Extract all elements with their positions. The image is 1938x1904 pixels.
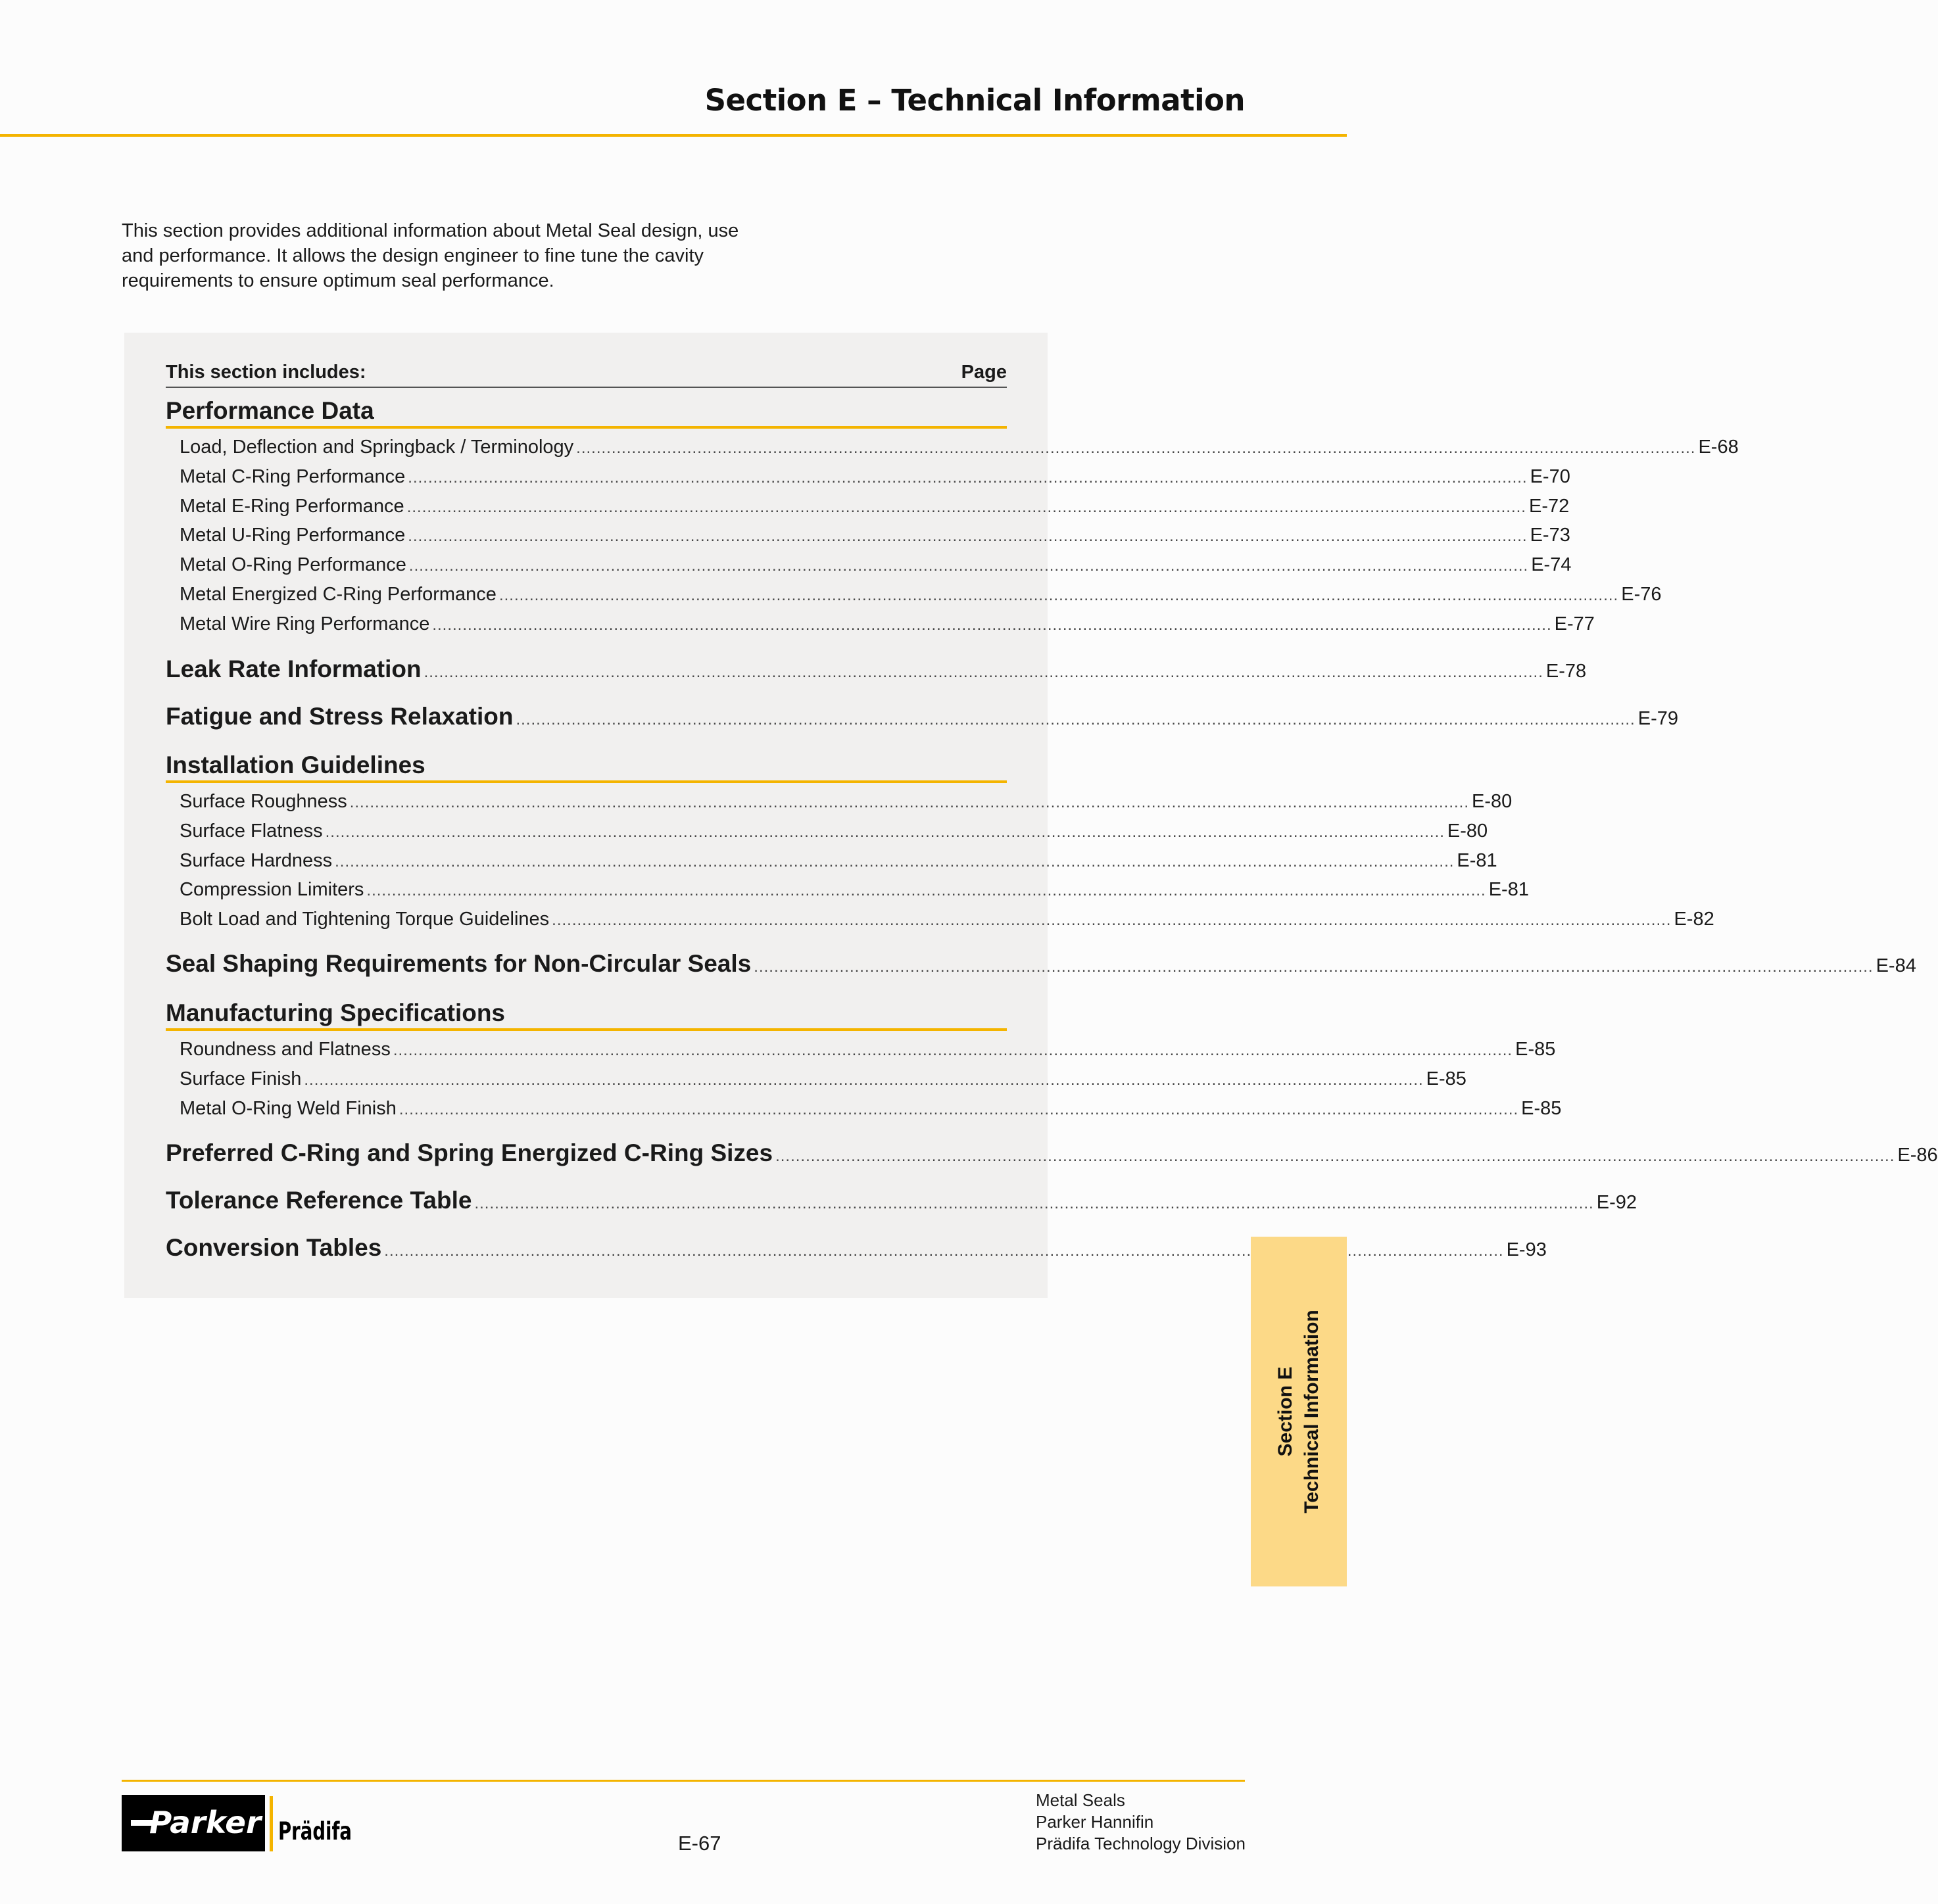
toc-entry[interactable]: Metal E-Ring Performance ..... E-72	[166, 492, 1007, 521]
footer-info	[1036, 1790, 1246, 1855]
section-installation	[166, 750, 1714, 934]
footer-divider	[122, 1780, 1245, 1782]
section-fatigue	[166, 700, 1678, 733]
toc-entry[interactable]: Surface Flatness ..... E-80	[166, 817, 1007, 846]
toc-box	[124, 333, 1938, 1298]
toc-heading-label: This section includes:	[166, 362, 366, 383]
section-title: Performance Data	[166, 396, 1007, 429]
toc-entry[interactable]: Metal O-Ring Weld Finish ..... E-85	[166, 1094, 1007, 1124]
toc-entry[interactable]: Metal Energized C-Ring Performance ..... E-76	[166, 580, 1007, 609]
toc-entry[interactable]: Surface Hardness ..... E-81	[166, 846, 1007, 876]
toc-header	[166, 356, 1007, 388]
toc-heading-page: Page	[961, 362, 1007, 383]
section-title: Manufacturing Specifications	[166, 998, 1007, 1031]
svg-text:Parker: Parker	[149, 1805, 264, 1840]
section-leak	[166, 653, 1587, 686]
page-title: Section E – Technical Information	[704, 83, 1245, 118]
toc-entry-preferred[interactable]: Preferred C-Ring and Spring Energized C-Ring Sizes ..... E-86	[166, 1137, 1007, 1170]
toc-entry[interactable]: Compression Limiters ..... E-81	[166, 875, 1007, 905]
toc-entry-fatigue[interactable]: Fatigue and Stress Relaxation ..... E-79	[166, 700, 1007, 733]
toc-entry[interactable]: Load, Deflection and Springback / Terminology ..... E-68	[166, 433, 1007, 462]
toc-entry[interactable]: Roundness and Flatness ..... E-85	[166, 1035, 1007, 1064]
section-performance	[166, 396, 1739, 639]
toc-entry-tolerance[interactable]: Tolerance Reference Table ..... E-92	[166, 1184, 1007, 1217]
section-tolerance	[166, 1184, 1637, 1217]
toc-entry-shaping[interactable]: Seal Shaping Requirements for Non-Circular Seals ..... E-84	[166, 947, 1007, 980]
toc-entry[interactable]: Surface Roughness ..... E-80	[166, 787, 1007, 817]
section-side-tab[interactable]	[1251, 1237, 1347, 1586]
side-tab-label: Section E Technical Information	[1274, 1310, 1322, 1513]
toc-entry[interactable]: Metal O-Ring Performance ..... E-74	[166, 550, 1007, 580]
toc-entry[interactable]: Bolt Load and Tightening Torque Guidelines ..... E-82	[166, 905, 1007, 934]
toc-entry[interactable]: Metal U-Ring Performance ..... E-73	[166, 521, 1007, 550]
toc-entry[interactable]: Metal Wire Ring Performance ..... E-77	[166, 609, 1007, 639]
section-manufacturing	[166, 998, 1562, 1123]
parker-pradifa-logo	[122, 1795, 358, 1851]
header-divider	[0, 134, 1347, 137]
toc-entry[interactable]: Surface Finish ..... E-85	[166, 1064, 1007, 1094]
section-title: Installation Guidelines	[166, 750, 1007, 783]
section-conversion	[166, 1231, 1547, 1264]
footer-line: Metal Seals	[1036, 1790, 1125, 1810]
svg-text:Prädifa: Prädifa	[278, 1817, 352, 1845]
section-shaping	[166, 947, 1916, 980]
toc-entry[interactable]: Metal C-Ring Performance ..... E-70	[166, 462, 1007, 492]
footer-line: Prädifa Technology Division	[1036, 1834, 1246, 1853]
intro-paragraph: This section provides additional information about Metal Seal design, use and performance. It allows the design engineer to fine tune the cavity requirements to ensure optimum seal performance.	[122, 220, 739, 291]
toc-entry-conversion[interactable]: Conversion Tables ..... E-93	[166, 1231, 1007, 1264]
footer-line: Parker Hannifin	[1036, 1812, 1154, 1832]
page-number: E-67	[678, 1832, 721, 1855]
section-preferred	[166, 1137, 1938, 1170]
toc-entry-leak-rate[interactable]: Leak Rate Information ..... E-78	[166, 653, 1007, 686]
